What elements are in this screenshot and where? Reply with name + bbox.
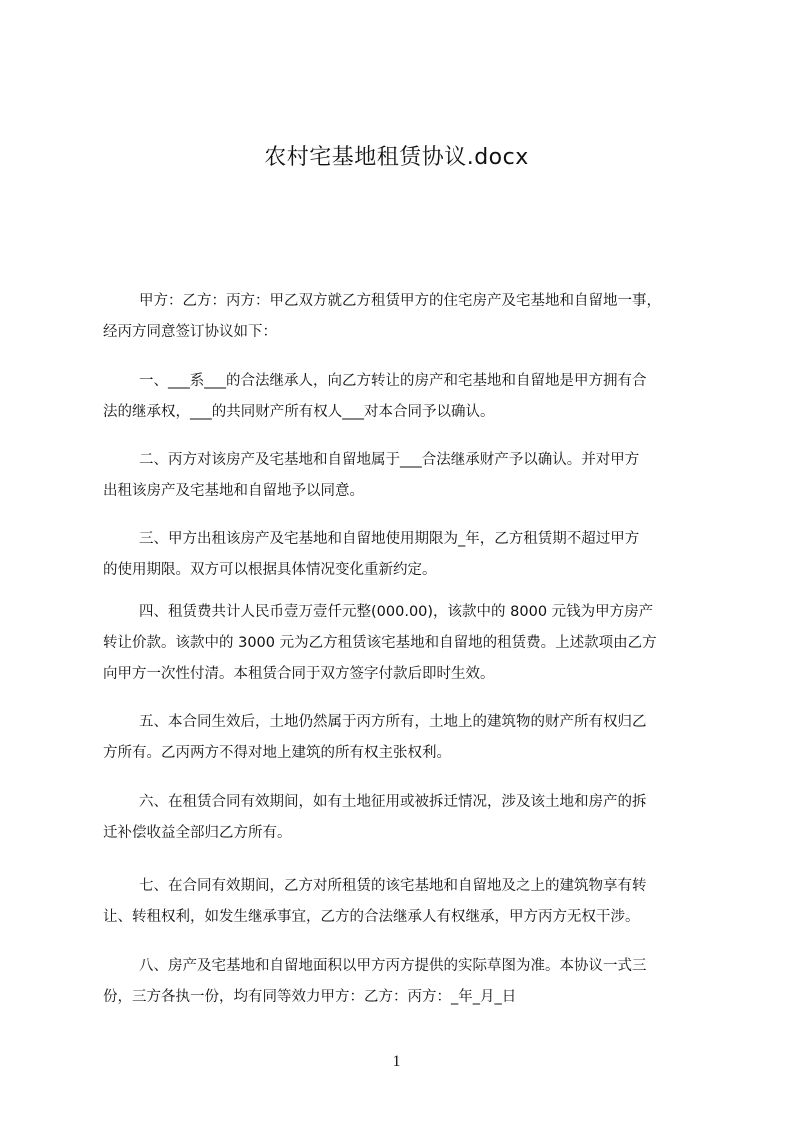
text-line: 出租该房产及宅基地和自留地予以同意。 [103,483,364,499]
text-line: 三、甲方出租该房产及宅基地和自留地使用期限为_年，乙方租赁期不超过甲方 [139,531,640,547]
document-title: 农村宅基地租赁协议.docx [264,145,529,170]
text-line: 迁补偿收益全部归乙方所有。 [103,825,292,841]
text-line: 四、租赁费共计人民币壹万壹仟元整(000.00)，该款中的 8000 元钱为甲方房产 [139,604,654,620]
paragraph-clause-6 [103,787,703,849]
page-number: 1 [392,1053,401,1070]
text-line: 七、在合同有效期间，乙方对所租赁的该宅基地和自留地及之上的建筑物享有转 [139,878,647,894]
paragraph-clause-5 [103,707,703,769]
text-line: 甲方：乙方：丙方：甲乙双方就乙方租赁甲方的住宅房产及宅基地和自留地一事， [139,293,661,309]
text-line: 一、___系___的合法继承人，向乙方转让的房产和宅基地和自留地是甲方拥有合 [139,373,647,389]
paragraph-clause-7 [103,871,703,933]
text-line: 五、本合同生效后，土地仍然属于丙方所有，土地上的建筑物的财产所有权归乙 [139,714,647,730]
paragraph-preamble [103,286,703,348]
text-line: 八、房产及宅基地和自留地面积以甲方丙方提供的实际草图为准。本协议一式三 [139,958,647,974]
text-line: 份，三方各执一份，均有同等效力甲方：乙方：丙方：_年_月_日 [103,989,517,1005]
paragraph-clause-2 [103,445,703,507]
text-line: 的使用期限。双方可以根据具体情况变化重新约定。 [103,562,437,578]
text-line: 方所有。乙丙两方不得对地上建筑的所有权主张权利。 [103,745,451,761]
text-line: 二、丙方对该房产及宅基地和自留地属于___合法继承财产予以确认。并对甲方 [139,452,640,468]
text-line: 六、在租赁合同有效期间，如有土地征用或被拆迁情况，涉及该土地和房产的拆 [139,794,647,810]
paragraph-clause-4 [103,597,703,690]
paragraph-clause-1 [103,366,703,428]
paragraph-clause-3 [103,524,703,586]
text-line: 法的继承权，___的共同财产所有权人___对本合同予以确认。 [103,404,495,420]
text-line: 向甲方一次性付清。本租赁合同于双方签字付款后即时生效。 [103,666,495,682]
text-line: 让、转租权利，如发生继承事宜，乙方的合法继承人有权继承，甲方丙方无权干涉。 [103,909,640,925]
paragraph-clause-8 [103,951,703,1013]
text-line: 转让价款。该款中的 3000 元为乙方租赁该宅基地和自留地的租赁费。上述款项由乙方 [103,635,657,651]
text-line: 经丙方同意签订协议如下： [103,324,277,340]
